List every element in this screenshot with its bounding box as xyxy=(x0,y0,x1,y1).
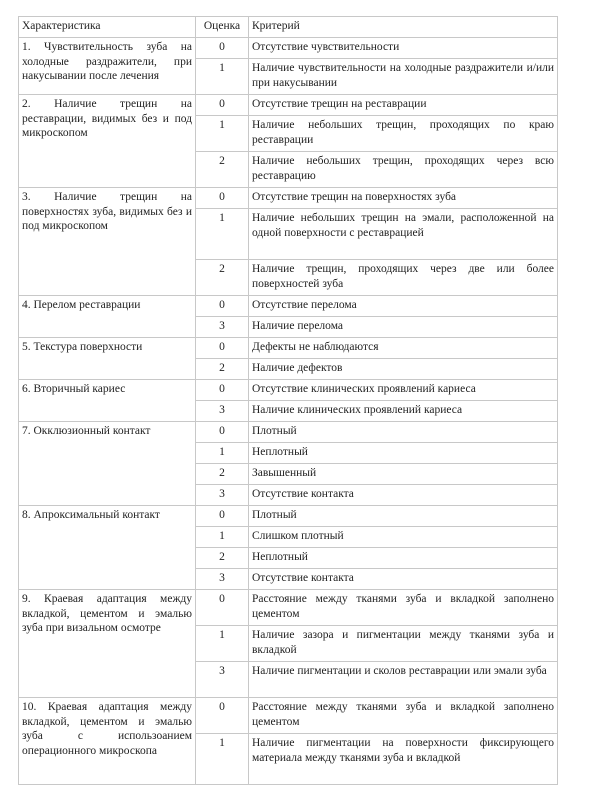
table-row xyxy=(19,338,558,359)
criterion-cell: Расстояние между тканями зуба и вкладкой заполнено цементом xyxy=(249,698,558,734)
score-cell: 0 xyxy=(196,380,249,401)
score-cell: 3 xyxy=(196,317,249,338)
score-cell: 0 xyxy=(196,590,249,626)
criterion-cell: Отсутствие контакта xyxy=(249,569,558,590)
criterion-cell: Наличие пигментации и сколов реставрации или эмали зуба xyxy=(249,662,558,698)
criterion-cell: Наличие чувствительности на холодные раздражители и/или при накусывании xyxy=(249,59,558,95)
criterion-cell: Наличие пигментации на поверхности фиксирующего материала между тканями зуба и вкладкой xyxy=(249,734,558,785)
table-row xyxy=(19,422,558,443)
criterion-cell: Наличие небольших трещин, проходящих по краю реставрации xyxy=(249,116,558,152)
header-characteristic: Характеристика xyxy=(19,17,196,38)
criterion-cell: Неплотный xyxy=(249,443,558,464)
score-cell: 0 xyxy=(196,296,249,317)
characteristic-cell: 5. Текстура поверхности xyxy=(19,338,196,380)
criterion-cell: Плотный xyxy=(249,506,558,527)
table-row xyxy=(19,590,558,626)
characteristic-cell: 1. Чувствительность зуба на холодные раздражители, при накусывании после лечения xyxy=(19,38,196,95)
table-header-row xyxy=(19,17,558,38)
score-cell: 0 xyxy=(196,506,249,527)
criterion-cell: Наличие зазора и пигментации между тканями зуба и вкладкой xyxy=(249,626,558,662)
table-row xyxy=(19,506,558,527)
criterion-cell: Наличие дефектов xyxy=(249,359,558,380)
criterion-cell: Наличие трещин, проходящих через две или более поверхностей зуба xyxy=(249,260,558,296)
criterion-cell: Неплотный xyxy=(249,548,558,569)
score-cell: 0 xyxy=(196,38,249,59)
criterion-cell: Завышенный xyxy=(249,464,558,485)
table-row xyxy=(19,95,558,116)
score-cell: 3 xyxy=(196,569,249,590)
score-cell: 1 xyxy=(196,209,249,260)
criterion-cell: Отсутствие чувствительности xyxy=(249,38,558,59)
criterion-cell: Отсутствие клинических проявлений кариеса xyxy=(249,380,558,401)
score-cell: 1 xyxy=(196,443,249,464)
score-cell: 0 xyxy=(196,188,249,209)
score-cell: 2 xyxy=(196,260,249,296)
criterion-cell: Отсутствие контакта xyxy=(249,485,558,506)
score-cell: 2 xyxy=(196,464,249,485)
criterion-cell: Отсутствие трещин на поверхностях зуба xyxy=(249,188,558,209)
criterion-cell: Слишком плотный xyxy=(249,527,558,548)
table-row xyxy=(19,380,558,401)
score-cell: 3 xyxy=(196,662,249,698)
score-cell: 3 xyxy=(196,401,249,422)
criterion-cell: Плотный xyxy=(249,422,558,443)
table-row xyxy=(19,38,558,59)
criterion-cell: Расстояние между тканями зуба и вкладкой заполнено цементом xyxy=(249,590,558,626)
characteristic-cell: 7. Окклюзионный контакт xyxy=(19,422,196,506)
characteristic-cell: 10. Краевая адаптация между вкладкой, цементом и эмалью зуба с использоанием операционного микроскопа xyxy=(19,698,196,785)
characteristic-cell: 8. Апроксимальный контакт xyxy=(19,506,196,590)
criterion-cell: Наличие клинических проявлений кариеса xyxy=(249,401,558,422)
criterion-cell: Отсутствие трещин на реставрации xyxy=(249,95,558,116)
criterion-cell: Наличие небольших трещин на эмали, расположенной на одной поверхности с реставрацией xyxy=(249,209,558,260)
criterion-cell: Отсутствие перелома xyxy=(249,296,558,317)
score-cell: 0 xyxy=(196,422,249,443)
characteristic-cell: 9. Краевая адаптация между вкладкой, цементом и эмалью зуба при визальном осмотре xyxy=(19,590,196,698)
score-cell: 2 xyxy=(196,548,249,569)
score-cell: 2 xyxy=(196,359,249,380)
characteristic-cell: 4. Перелом реставрации xyxy=(19,296,196,338)
score-cell: 1 xyxy=(196,734,249,785)
score-cell: 1 xyxy=(196,626,249,662)
table-row xyxy=(19,188,558,209)
characteristic-cell: 6. Вторичный кариес xyxy=(19,380,196,422)
criterion-cell: Наличие небольших трещин, проходящих через всю реставрацию xyxy=(249,152,558,188)
score-cell: 0 xyxy=(196,338,249,359)
header-score: Оценка xyxy=(196,17,249,38)
score-cell: 0 xyxy=(196,95,249,116)
table-row xyxy=(19,698,558,734)
score-cell: 3 xyxy=(196,485,249,506)
score-cell: 1 xyxy=(196,59,249,95)
score-cell: 0 xyxy=(196,698,249,734)
criteria-table xyxy=(18,16,558,785)
score-cell: 1 xyxy=(196,527,249,548)
table-row xyxy=(19,296,558,317)
characteristic-cell: 2. Наличие трещин на реставрации, видимых без и под микроскопом xyxy=(19,95,196,188)
header-criterion: Критерий xyxy=(249,17,558,38)
criterion-cell: Наличие перелома xyxy=(249,317,558,338)
characteristic-cell: 3. Наличие трещин на поверхностях зуба, видимых без и под микроскопом xyxy=(19,188,196,296)
score-cell: 1 xyxy=(196,116,249,152)
score-cell: 2 xyxy=(196,152,249,188)
criterion-cell: Дефекты не наблюдаются xyxy=(249,338,558,359)
